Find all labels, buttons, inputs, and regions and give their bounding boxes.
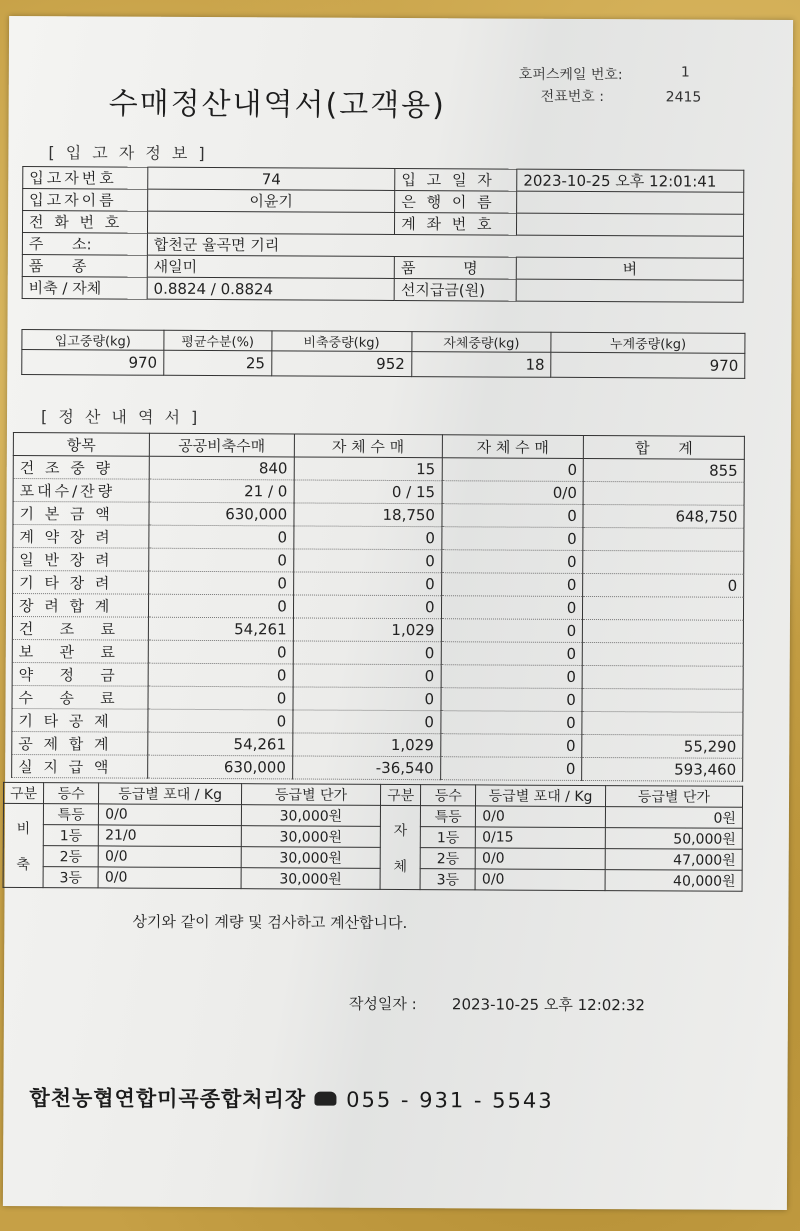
settlement-header-self-1: 자 체 수 매	[294, 434, 442, 458]
settlement-cell	[583, 642, 744, 666]
grades-bags: 0/15	[476, 827, 605, 849]
settlement-cell: 0	[294, 526, 442, 550]
settlement-cell	[582, 711, 743, 735]
settlement-item-label: 수 송 료	[12, 685, 148, 709]
settlement-cell: 0	[440, 757, 582, 781]
depositor-id-label: 입고자번호	[23, 167, 148, 190]
weights-header-reserve: 비축중량(kg)	[272, 331, 412, 352]
variety-value: 새일미	[147, 255, 394, 278]
grades-rank: 1등	[43, 825, 98, 846]
hopper-value: 1	[680, 64, 690, 81]
settlement-cell	[583, 550, 744, 574]
settlement-cell: 0	[293, 549, 441, 573]
settlement-item-label: 일 반 장 려	[13, 547, 149, 571]
settlement-item-label: 장 려 합 계	[12, 593, 148, 617]
written-date-value: 2023-10-25 오후 12:02:32	[451, 995, 646, 1015]
settlement-item-label: 약 정 금	[12, 662, 148, 686]
settlement-row	[12, 754, 743, 781]
bank-name-label: 은 행 이 름	[395, 190, 517, 213]
settlement-header-public: 공공비축수매	[149, 433, 294, 457]
phone-value	[147, 211, 394, 234]
certification-note: 상기와 같이 계량 및 검사하고 계산합니다.	[132, 912, 408, 933]
product-value: 벼	[516, 257, 743, 280]
settlement-cell: 0	[293, 687, 441, 711]
settlement-cell: 0/0	[442, 481, 584, 505]
settlement-cell: 0	[293, 595, 441, 619]
settlement-cell: 0	[149, 525, 294, 549]
weights-value-in: 970	[22, 350, 164, 376]
settlement-cell: 0	[440, 688, 582, 712]
settlement-cell	[583, 481, 744, 505]
settlement-item-label: 건 조 료	[12, 616, 148, 640]
settlement-cell	[583, 527, 744, 551]
settlement-cell: 54,261	[148, 732, 293, 756]
grades-bags: 0/0	[476, 806, 605, 828]
grades-header-bags-right: 등급별 포대 / Kg	[476, 785, 605, 807]
grades-header-rank-left: 등수	[44, 783, 99, 804]
settlement-item-label: 보 관 료	[12, 639, 148, 663]
settlement-cell: 630,000	[148, 755, 293, 779]
weights-value-total: 970	[551, 352, 745, 378]
settlement-cell: 0	[293, 572, 441, 596]
grades-header-price-left: 등급별 단가	[241, 784, 380, 806]
settlement-cell: 0	[149, 548, 294, 572]
settlement-cell: 593,460	[582, 757, 743, 781]
depositor-id-value: 74	[148, 167, 395, 190]
settlement-cell: 0	[442, 458, 584, 482]
grades-price: 30,000원	[241, 868, 380, 890]
settlement-cell: 0	[441, 550, 583, 574]
grades-header-rank-right: 등수	[421, 785, 476, 806]
grades-row	[3, 866, 742, 891]
settlement-cell: 0	[441, 619, 583, 643]
grades-group-self: 자 체	[380, 805, 421, 889]
account-label: 계 좌 번 호	[395, 212, 517, 235]
settlement-table	[11, 432, 745, 782]
settlement-item-label: 기 타 공 제	[12, 708, 148, 732]
grades-bags: 0/0	[98, 846, 241, 868]
settlement-header-self-2: 자 체 수 매	[442, 435, 584, 459]
address-label: 주 소:	[22, 233, 147, 256]
settlement-cell: 0	[441, 665, 583, 689]
grades-rank: 1등	[420, 827, 475, 848]
address-value: 합천군 율곡면 기리	[147, 233, 743, 258]
weights-table	[21, 329, 745, 379]
settlement-cell: 0	[293, 664, 441, 688]
grades-header-group-right: 구분	[381, 784, 421, 805]
settlement-cell: 855	[583, 458, 744, 482]
settlement-cell: 0	[441, 596, 583, 620]
settlement-item-label: 계 약 장 려	[13, 524, 149, 548]
settlement-header-item: 항목	[13, 432, 149, 456]
grades-price: 30,000원	[241, 826, 380, 848]
grades-header-bags-left: 등급별 포대 / Kg	[99, 783, 242, 805]
weights-header-in: 입고중량(kg)	[22, 330, 164, 351]
settlement-cell: 0	[440, 711, 582, 735]
settlement-cell: 0	[148, 663, 293, 687]
advance-label: 선지급금(원)	[394, 278, 516, 301]
grades-price: 40,000원	[605, 870, 742, 892]
settlement-cell: 0	[148, 686, 293, 710]
grades-price: 0원	[605, 807, 742, 829]
settlement-cell: 15	[294, 457, 442, 481]
grades-rank: 3등	[420, 869, 475, 890]
settlement-item-label: 기 타 장 려	[13, 570, 149, 594]
settlement-item-label: 포대수/잔량	[13, 478, 149, 502]
settlement-cell: 0	[583, 573, 744, 597]
grades-bags: 0/0	[476, 848, 605, 870]
settlement-cell: 55,290	[582, 734, 743, 758]
settlement-cell: 1,029	[293, 618, 441, 642]
grades-rank: 2등	[420, 848, 475, 869]
settlement-cell: 648,750	[583, 504, 744, 528]
settlement-cell	[583, 619, 744, 643]
settlement-header-total: 합 계	[584, 435, 745, 459]
settlement-cell: 1,029	[292, 733, 440, 757]
advance-value	[516, 279, 743, 302]
footer-line	[29, 1082, 553, 1115]
receipt-paper	[3, 16, 793, 1210]
settlement-cell: 21 / 0	[149, 479, 294, 503]
settlement-section-title: [ 정 산 내 역 서 ]	[40, 407, 201, 427]
settlement-cell	[582, 688, 743, 712]
settlement-cell: 630,000	[149, 502, 294, 526]
settlement-cell: 0	[293, 641, 441, 665]
hopper-label: 호퍼스케일 번호:	[518, 66, 623, 84]
grades-price: 50,000원	[605, 828, 742, 850]
slip-value: 2415	[665, 89, 702, 106]
telephone-icon	[314, 1092, 336, 1106]
depositor-section-title: [ 입 고 자 정 보 ]	[48, 143, 208, 163]
settlement-cell: 0	[441, 527, 583, 551]
ratio-value: 0.8824 / 0.8824	[147, 277, 394, 300]
grades-rank: 3등	[43, 867, 98, 888]
deposit-date-value: 2023-10-25 오후 12:01:41	[517, 169, 744, 192]
grades-bags: 21/0	[99, 825, 242, 847]
settlement-cell: 840	[149, 456, 294, 480]
grades-price: 47,000원	[605, 849, 742, 871]
settlement-cell: 0	[293, 710, 441, 734]
grades-rank: 특등	[421, 806, 476, 827]
depositor-name-label: 입고자이름	[23, 189, 148, 212]
settlement-cell: 0	[440, 734, 582, 758]
written-date-label: 작성일자 :	[348, 994, 417, 1014]
weights-value-self: 18	[411, 352, 551, 378]
grades-header-group-left: 구분	[3, 782, 43, 803]
ratio-label: 비축 / 자체	[22, 277, 147, 300]
grades-bags: 0/0	[475, 869, 604, 891]
weights-header-moisture: 평균수분(%)	[164, 330, 272, 351]
settlement-cell: 0	[441, 642, 583, 666]
grades-group-reserve: 비 축	[3, 803, 44, 887]
weights-header-self: 자체중량(kg)	[411, 332, 551, 353]
settlement-cell: 0	[148, 709, 293, 733]
bank-name-value	[517, 191, 744, 214]
settlement-item-label: 건 조 중 량	[13, 455, 149, 479]
settlement-cell: 54,261	[148, 617, 293, 641]
settlement-cell: 0	[148, 640, 293, 664]
settlement-item-label: 공 제 합 계	[12, 731, 148, 755]
settlement-cell: 18,750	[294, 503, 442, 527]
settlement-cell: -36,540	[292, 756, 440, 780]
settlement-cell: 0	[441, 573, 583, 597]
account-value	[517, 213, 744, 236]
depositor-name-value: 이윤기	[147, 189, 394, 212]
grades-price: 30,000원	[241, 847, 380, 869]
grades-table	[3, 782, 744, 892]
weights-value-reserve: 952	[271, 351, 411, 377]
deposit-date-label: 입 고 일 자	[395, 168, 517, 191]
variety-label: 품 종	[22, 255, 147, 278]
phone-label: 전 화 번 호	[22, 211, 147, 234]
slip-label: 전표번호 :	[540, 88, 605, 106]
weights-header-total: 누계중량(kg)	[551, 332, 745, 353]
footer-org: 합천농협연합미곡종합처리장	[29, 1086, 307, 1112]
settlement-cell	[582, 665, 743, 689]
grades-bags: 0/0	[98, 867, 241, 889]
settlement-cell: 0	[148, 594, 293, 618]
settlement-cell: 0	[149, 571, 294, 595]
settlement-item-label: 기 본 금 액	[13, 501, 149, 525]
settlement-cell	[583, 596, 744, 620]
document-title: 수매정산내역서(고객용)	[108, 86, 446, 124]
grades-rank: 2등	[43, 846, 98, 867]
grades-price: 30,000원	[241, 805, 380, 827]
settlement-cell: 0	[441, 504, 583, 528]
weights-value-moisture: 25	[164, 350, 272, 376]
grades-header-price-right: 등급별 단가	[605, 786, 742, 808]
settlement-item-label: 실 지 급 액	[12, 754, 148, 778]
grades-rank: 특등	[43, 804, 98, 825]
settlement-cell: 0 / 15	[294, 480, 442, 504]
footer-tel: 055 - 931 - 5543	[346, 1087, 554, 1113]
product-label: 품 명	[394, 256, 516, 279]
grades-bags: 0/0	[99, 804, 242, 826]
depositor-table	[22, 166, 745, 303]
